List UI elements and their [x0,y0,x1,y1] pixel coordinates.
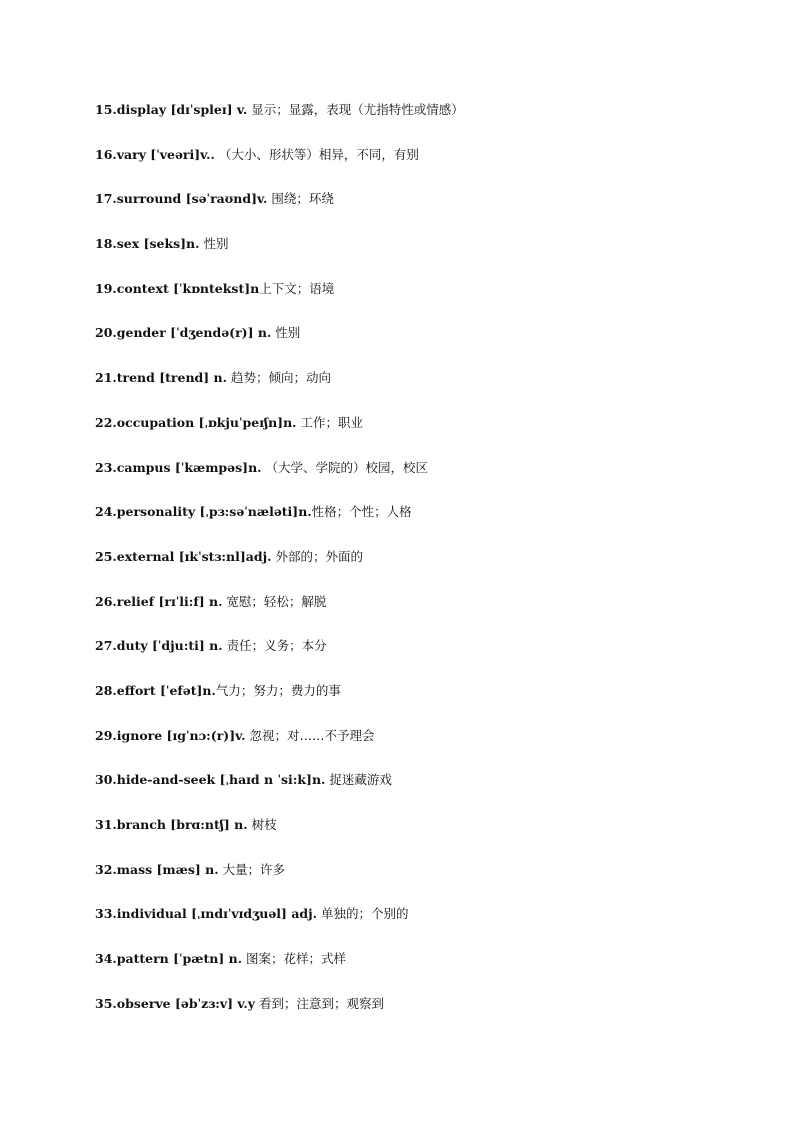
vocab-definition: 责任；义务；本分 [222,638,327,654]
vocab-definition: 围绕；环绕 [267,191,334,207]
vocab-headword: 30.hide-and-seek [ˌhaɪd n ˈsi:k]n. [95,772,326,788]
vocab-definition: 大量；许多 [218,861,286,877]
vocab-entry-30 [95,771,755,816]
vocab-headword: 21.trend [trend] n. [95,370,228,386]
vocab-definition: 捉迷藏游戏 [325,772,392,788]
vocab-definition: 上下文；语境 [259,280,335,296]
vocab-definition: 宽慰；轻松；解脱 [222,593,327,609]
vocab-headword: 17.surround [səˈraʊnd]v. [95,191,268,207]
vocab-entry-34 [95,950,755,995]
vocab-entry-28 [95,682,755,727]
vocab-definition: 显示；显露，表现（尤指特性或情感） [247,102,464,117]
vocab-headword: 31.branch [brɑ:ntʃ] n. [95,817,248,832]
vocab-entry-31 [95,816,755,861]
vocab-entry-26 [95,593,755,638]
vocab-headword: 23.campus [ˈkæmpəs]n. [95,459,262,475]
vocab-headword: 35.observe [əbˈzɜ:v] v.y [95,995,255,1011]
vocab-entry-20 [95,324,755,369]
vocab-headword: 27.duty [ˈdju:ti] n. [95,638,223,654]
vocab-definition: 外部的；外面的 [271,548,363,564]
vocab-definition: 工作；职业 [296,414,364,430]
vocab-headword: 20.gender [ˈdʒendə(r)] n. [95,325,272,341]
vocab-definition: 性别 [199,236,229,252]
vocab-definition: 看到；注意到；观察到 [255,995,384,1011]
vocabulary-list [95,101,755,1039]
vocab-entry-22 [95,414,755,459]
vocab-headword: 16.vary [ˈveəri]v.. [95,146,215,162]
vocab-headword: 25.external [ɪkˈstɜ:nl]adj. [95,548,272,564]
vocab-entry-23 [95,459,755,504]
vocab-definition: 气力；努力；费力的事 [215,682,341,698]
vocab-definition: 树枝 [247,817,277,832]
vocab-headword: 24.personality [ˌpɜ:səˈnæləti]n. [95,504,312,520]
vocab-entry-24 [95,503,755,548]
vocab-headword: 22.occupation [ˌɒkjuˈpeɪʃn]n. [95,414,297,430]
vocab-definition: 性别 [271,325,301,341]
vocab-entry-16 [95,146,755,191]
vocab-entry-29 [95,727,755,772]
vocab-definition: 忽视；对……不予理会 [245,727,375,743]
vocab-definition: 图案；花样；式样 [242,951,347,967]
vocab-definition: （大学、学院的）校园，校区 [261,459,428,475]
vocab-headword: 19.context [ˈkɒntekst]n [95,280,260,296]
vocab-entry-25 [95,548,755,593]
vocab-entry-27 [95,637,755,682]
vocab-headword: 33.individual [ˌɪndɪˈvɪdʒuəl] adj. [95,906,318,922]
vocab-entry-15 [95,101,755,146]
vocab-entry-19 [95,280,755,325]
vocab-entry-21 [95,369,755,414]
vocab-entry-18 [95,235,755,280]
vocab-definition: （大小、形状等）相异，不同，有别 [214,146,419,162]
vocab-headword: 18.sex [seks]n. [95,236,200,252]
vocab-definition: 趋势；倾向；动向 [227,370,331,386]
vocab-entry-32 [95,861,755,906]
vocab-headword: 32.mass [mæs] n. [95,861,219,877]
vocab-definition: 单独的；个别的 [317,906,409,922]
vocab-headword: 15.display [dɪˈspleɪ] v. [95,102,248,117]
vocab-entry-17 [95,190,755,235]
vocab-entry-35 [95,995,755,1040]
vocab-headword: 29.ignore [ɪgˈnɔ:(r)]v. [95,727,246,743]
vocab-headword: 34.pattern [ˈpætn] n. [95,951,243,967]
vocab-headword: 28.effort [ˈefət]n. [95,682,216,698]
vocab-entry-33 [95,905,755,950]
vocab-headword: 26.relief [rɪˈli:f] n. [95,593,223,609]
vocab-definition: 性格；个性；人格 [311,504,412,520]
